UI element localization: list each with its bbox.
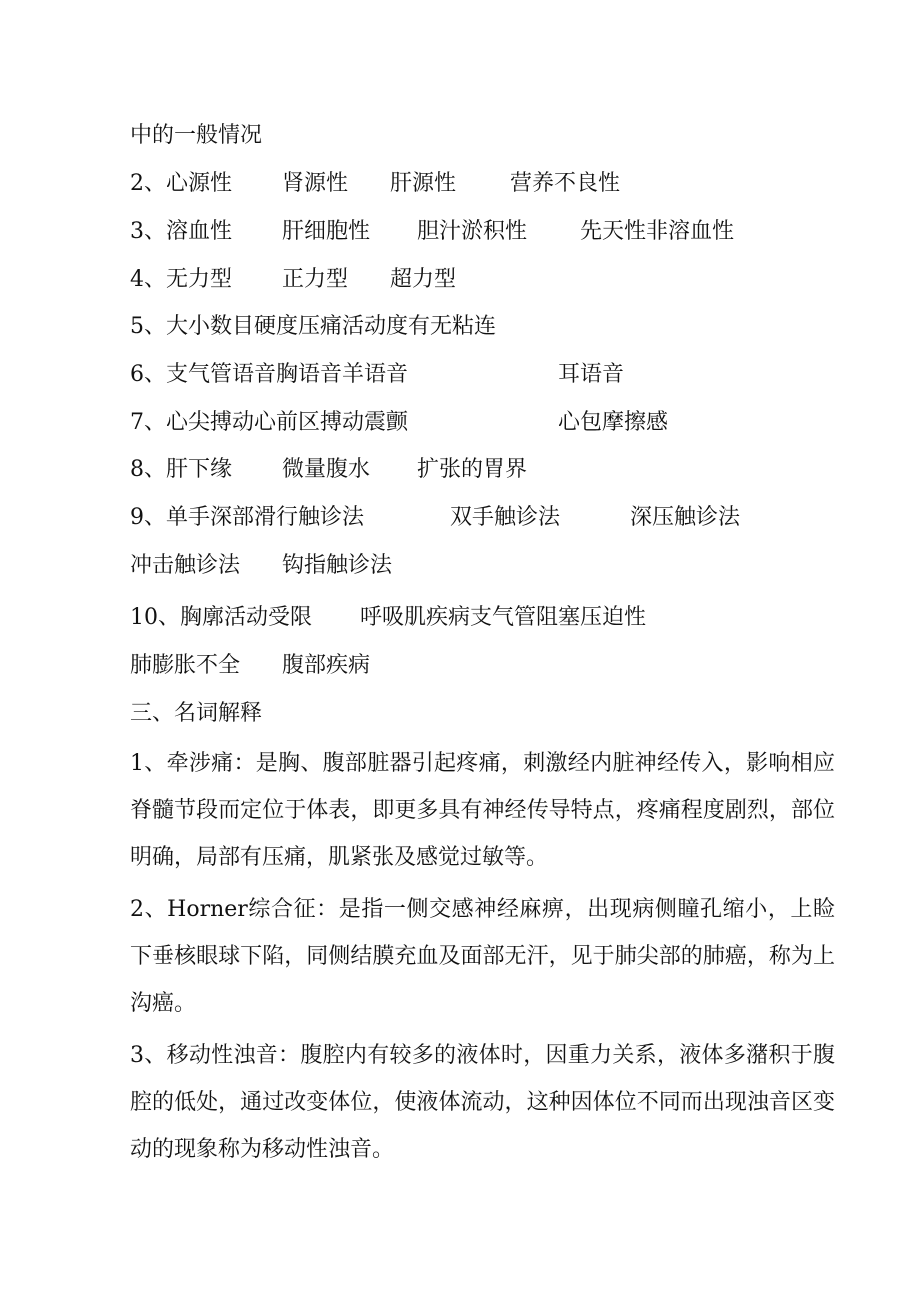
answer-text: 9、单手深部滑行触诊法 [130, 505, 364, 530]
answer-text: 营养不良性 [510, 171, 621, 196]
answer-text: 深压触诊法 [630, 505, 741, 530]
answer-text: 腹部疾病 [282, 653, 371, 678]
answer-text: 5、大小数目硬度压痛活动度有无粘连 [130, 314, 496, 339]
definition-paragraph-1: 1、牵涉痛：是胸、腹部脏器引起疼痛，刺激经内脏神经传入，影响相应脊髓节段而定位于体表，即更多具有神经传导特点，疼痛程度剧烈，部位明确，局部有压痛，肌紧张及感觉过敏等。 [130, 751, 835, 870]
answer-text: 肾源性 [282, 171, 349, 196]
section-heading-text: 三、名词解释 [130, 701, 263, 726]
answer-text: 中的一般情况 [130, 123, 263, 148]
answer-text: 6、支气管语音胸语音羊语音 [130, 362, 408, 387]
answer-text: 肺膨胀不全 [130, 653, 241, 678]
answer-text: 胆汁淤积性 [417, 219, 528, 244]
answer-text: 10、胸廓活动受限 [130, 605, 312, 630]
answer-text: 钩指触诊法 [282, 553, 393, 578]
answer-text: 微量腹水 [282, 457, 371, 482]
answer-text: 肝源性 [390, 171, 457, 196]
definition-paragraph-2: 2、Horner综合征：是指一侧交感神经麻痹，出现病侧瞳孔缩小，上睑下垂核眼球下陷，同侧结膜充血及面部无汗，见于肺尖部的肺癌，称为上沟癌。 [130, 897, 835, 1016]
answer-text: 耳语音 [558, 362, 625, 387]
answer-text: 肝细胞性 [282, 219, 371, 244]
answer-text: 4、无力型 [130, 267, 232, 292]
answer-text: 8、肝下缘 [130, 457, 232, 482]
answer-text: 3、溶血性 [130, 219, 232, 244]
answer-text: 正力型 [282, 267, 349, 292]
answer-text: 冲击触诊法 [130, 553, 241, 578]
answer-text: 超力型 [390, 267, 457, 292]
answer-text: 扩张的胃界 [417, 457, 528, 482]
answer-text: 双手触诊法 [450, 505, 561, 530]
answer-text: 7、心尖搏动心前区搏动震颤 [130, 410, 408, 435]
answer-text: 先天性非溶血性 [580, 219, 735, 244]
answer-text: 2、心源性 [130, 171, 232, 196]
answer-text: 心包摩擦感 [558, 410, 669, 435]
definition-paragraph-3: 3、移动性浊音：腹腔内有较多的液体时，因重力关系，液体多潴积于腹腔的低处，通过改变体位，使液体流动，这种因体位不同而出现浊音区变动的现象称为移动性浊音。 [130, 1043, 835, 1162]
answer-text: 呼吸肌疾病支气管阻塞压迫性 [360, 605, 647, 630]
